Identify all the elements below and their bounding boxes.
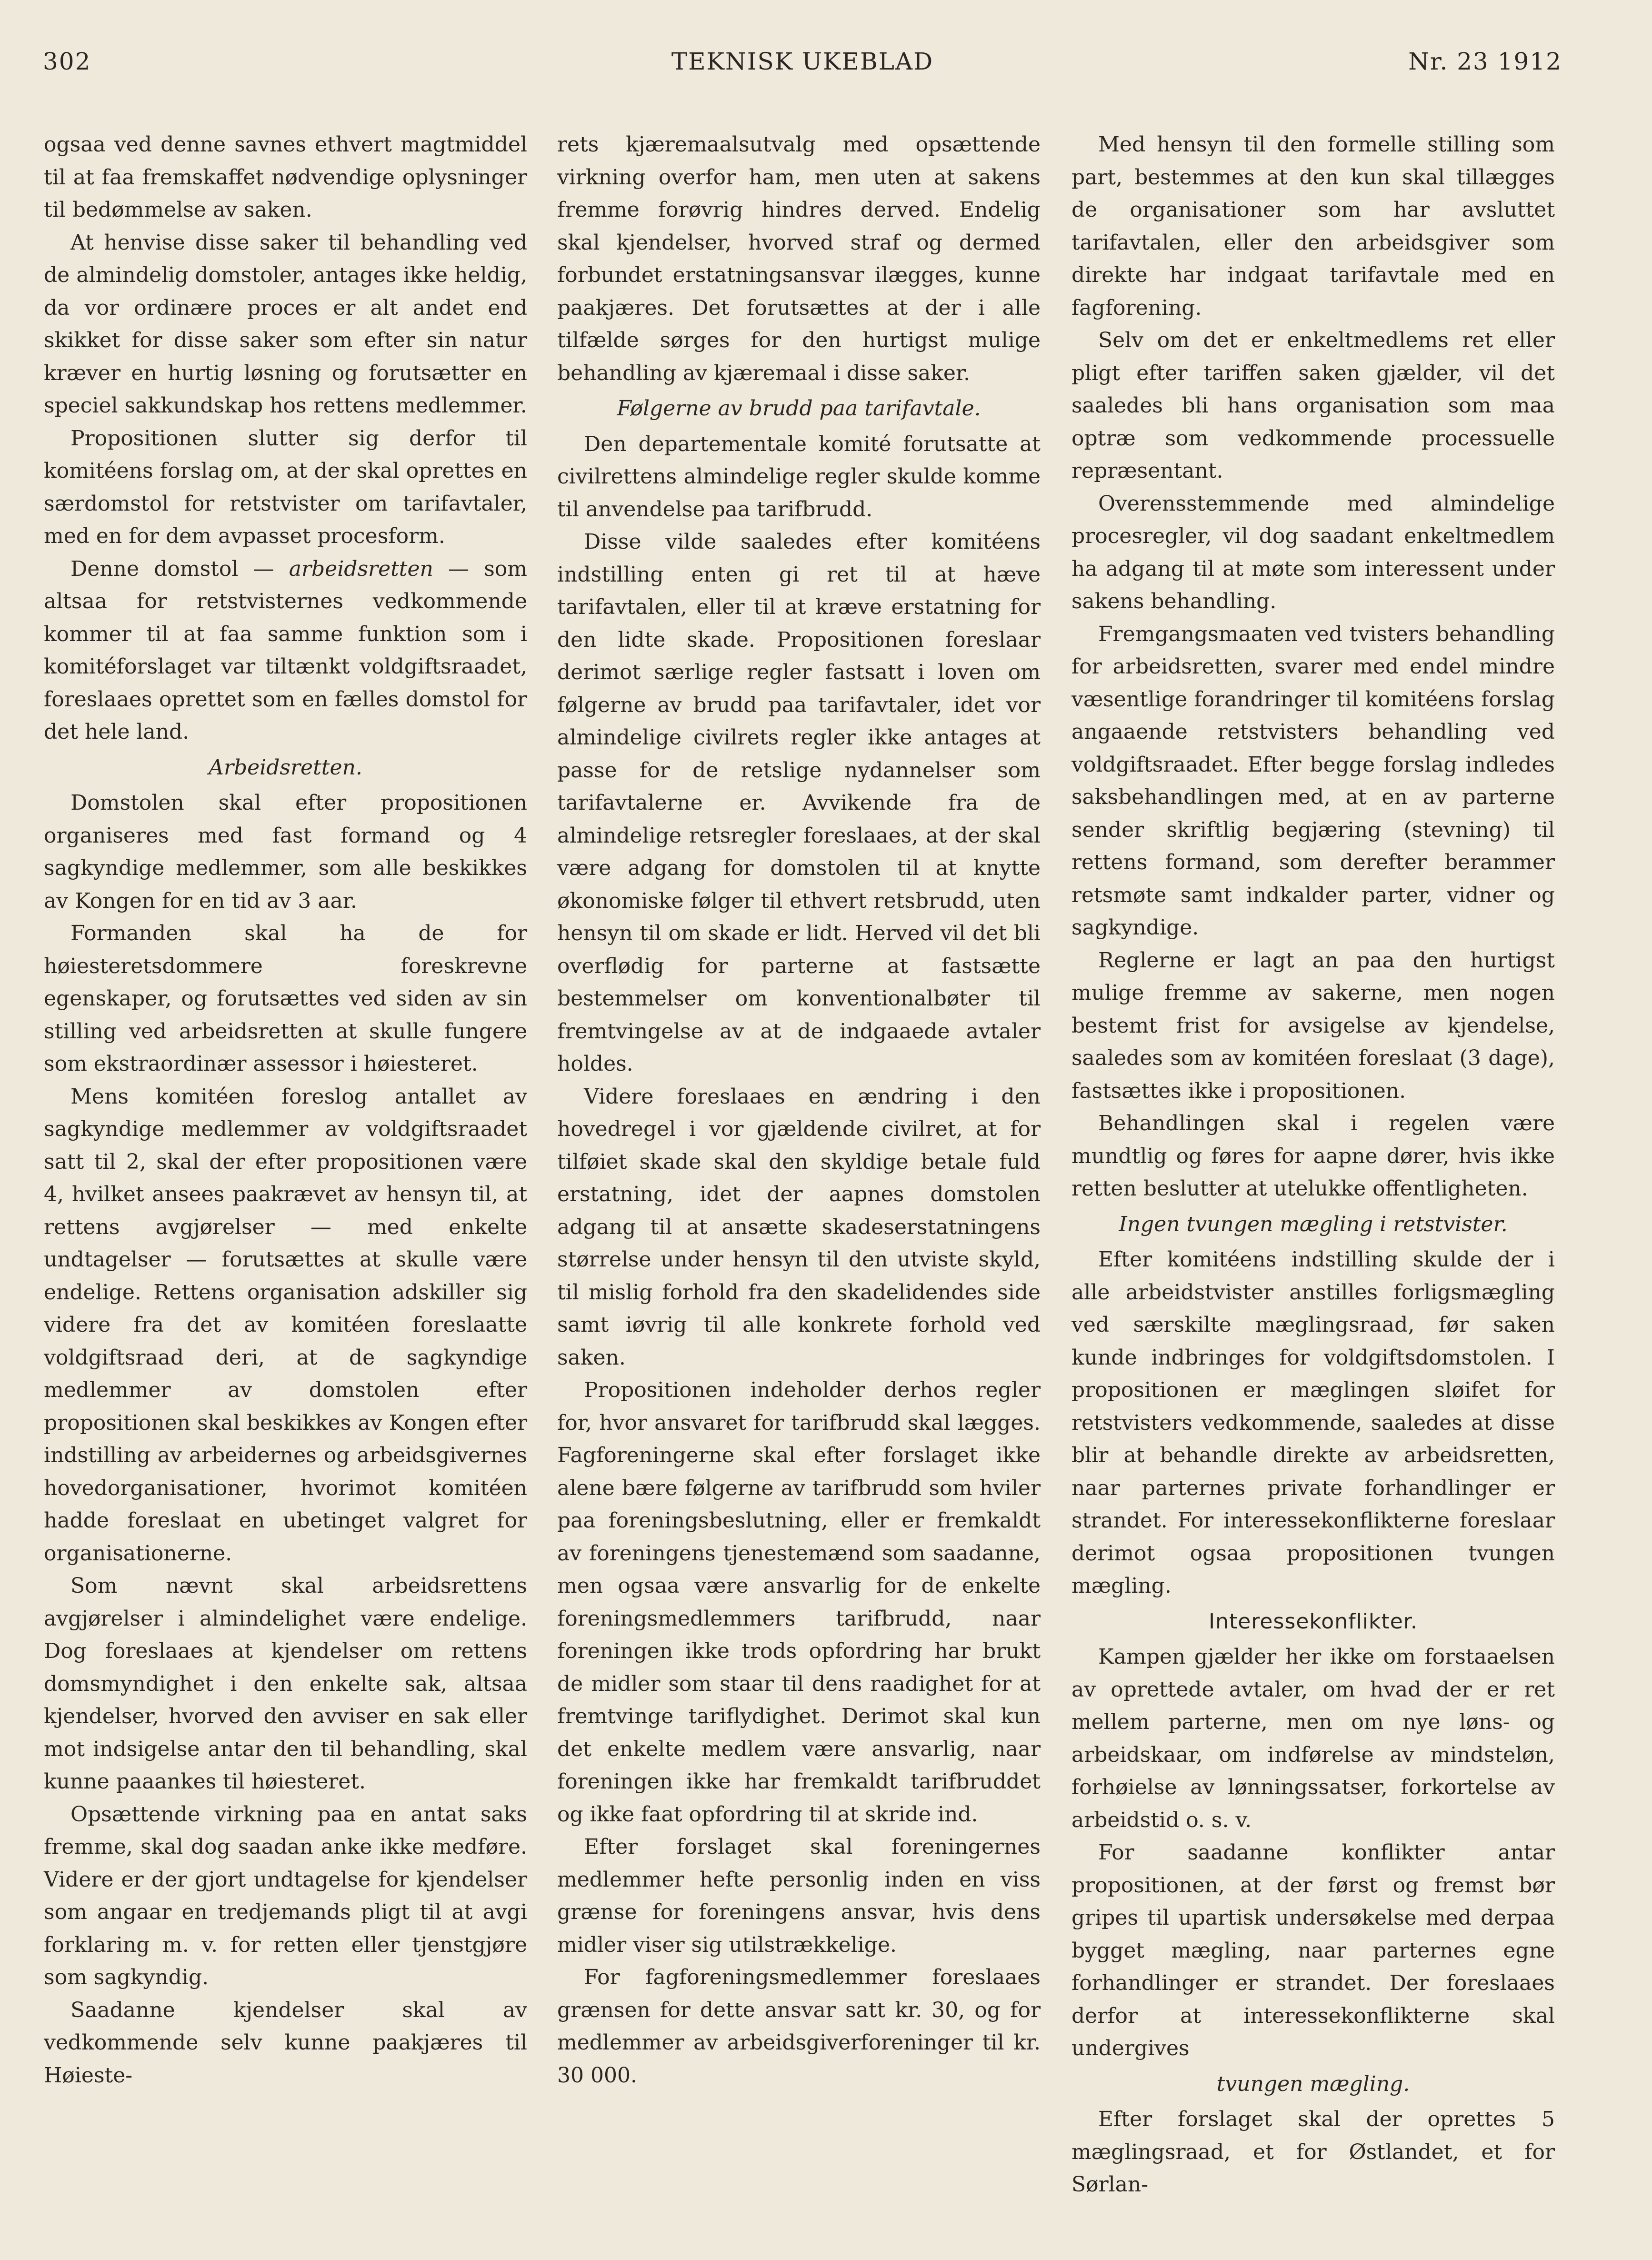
page-header [43,48,1562,110]
paragraph: ogsaa ved denne savnes ethvert magtmiddel til at faa fremskaffet nødvendige oplysninger til bedømmelse av saken. [44,132,527,222]
paragraph: Overensstemmende med almindelige procesregler, vil dog saadant enkeltmedlem ha adgang til at møte som interessent under sakens behandling. [1071,491,1555,613]
paragraph: Som nævnt skal arbeidsrettens avgjørelser i almindelighet være endelige. Dog foreslaaes at kjendelser om rettens domsmyndighet i den enkelte sak, altsaa kjendelser, hvorved den avviser en sak eller mot indsigelse antar den til behandling, skal kunne paaankes til høiesteret. [44,1574,527,1794]
paragraph: Opsættende virkning paa en antat saks fremme, skal dog saadan anke ikke medføre. Videre er der gjort undtagelse for kjendelser som angaar en tredjemands pligt til at avgi forklaring m. v. for retten eller tjenstgjøre som sagkyndig. [44,1802,527,1989]
paragraph: At henvise disse saker til behandling ved de almindelig domstoler, antages ikke heldig, da vor ordinære proces er alt andet end skikket for disse saker som efter sin natur kræver en hurtig løsning og forutsætter en speciel sakkundskap hos rettens medlemmer. [44,230,527,418]
paragraph: Videre foreslaaes en ændring i den hovedregel i vor gjældende civilret, at for tilføiet skade skal den skyldige betale fuld erstatning, idet der aapnes domstolen adgang til at ansætte skadeserstatningens størrelse under hensyn til den utviste skyld, til mislig forhold fra den skadelidendes side samt iøvrig til alle konkrete forhold ved saken. [557,1084,1041,1370]
paragraph: Saadanne kjendelser skal av vedkommende selv kunne paakjæres til Høieste- [44,1998,527,2088]
paragraph: rets kjæremaalsutvalg med opsættende virkning overfor ham, men uten at sakens fremme forøvrig hindres derved. Endelig skal kjendelser, hvorved straf og dermed forbundet erstatningsansvar ilægges, kunne paakjæres. Det forutsættes at der i alle tilfælde sørges for den hurtigst mulige behandling av kjæremaal i disse saker. [557,132,1041,385]
paragraph: Efter forslaget skal foreningernes medlemmer hefte personlig inden en viss grænse for foreningens ansvar, hvis dens midler viser sig utilstrækkelige. [557,1835,1041,1957]
paragraph: Med hensyn til den formelle stilling som part, bestemmes at den kun skal tillægges de organisationer som har avsluttet tarifavtalen, eller den arbeidsgiver som direkte har indgaat tarifavtale med en fagforening. [1071,132,1555,320]
paragraph: For fagforeningsmedlemmer foreslaaes grænsen for dette ansvar satt kr. 30, og for medlemmer av arbeidsgiverforeninger til kr. 30 000. [557,1965,1041,2088]
paragraph: Formanden skal ha de for høiesteretsdommere foreskrevne egenskaper, og forutsættes ved siden av sin stilling ved arbeidsretten at skulle fungere som ekstraordinær assessor i høiesteret. [44,921,527,1076]
paragraph: For saadanne konflikter antar propositionen, at der først og fremst bør gripes til upartisk undersøkelse med derpaa bygget mægling, naar parternes egne forhandlinger er strandet. Der foreslaaes derfor at interessekonflikterne skal undergives [1071,1840,1555,2060]
text-column-2 [557,129,1041,2092]
paragraph: Reglerne er lagt an paa den hurtigst mulige fremme av sakerne, men nogen bestemt frist for avsigelse av kjendelse, saaledes som av komitéen foreslaat (3 dage), fastsættes ikke i propositionen. [1071,948,1555,1103]
issue-label: Nr. 23 1912 [1408,48,1562,75]
text-column-1 [44,129,527,2092]
paragraph: Efter forslaget skal der oprettes 5 mæglingsraad, et for Østlandet, et for Sørlan- [1071,2107,1555,2197]
paragraph: Mens komitéen foreslog antallet av sagkyndige medlemmer av voldgiftsraadet satt til 2, skal der efter propositionen være 4, hvilket ansees paakrævet av hensyn til, at rettens avgjørelser — med enkelte undtagelser — forutsættes at skulle være endelige. Rettens organisation adskiller sig videre fra det av komitéen foreslaatte voldgiftsraad deri, at de sagkyndige medlemmer av domstolen efter propositionen skal beskikkes av Kongen efter indstilling av arbeidernes og arbeidsgivernes hovedorganisationer, hvorimot komitéen hadde foreslaat en ubetinget valgret for organisationerne. [44,1084,527,1566]
paragraph: Disse vilde saaledes efter komitéens indstilling enten gi ret til at hæve tarifavtalen, eller til at kræve erstatning for den lidte skade. Propositionen foreslaar derimot særlige regler fastsatt i loven om følgerne av brudd paa tarifavtaler, idet vor almindelige civilrets regler ikke antages at passe for de retslige nydannelser som tarifavtalerne er. Avvikende fra de almindelige retsregler foreslaaes, at der skal være adgang for domstolen til at knytte økonomiske følger til ethvert retsbrudd, uten hensyn til om skade er lidt. Herved vil det bli overflødig for parterne at fastsætte bestemmelser om konventionalbøter til fremtvingelse av at de indgaaede avtaler holdes. [557,530,1041,1076]
paragraph: Kampen gjælder her ikke om forstaaelsen av oprettede avtaler, om hvad der er ret mellem parterne, men om nye løns- og arbeidskaar, om indførelse av mindsteløn, forhøielse av lønningssatser, forkortelse av arbeidstid o. s. v. [1071,1645,1555,1832]
text-run: Denne domstol — [70,556,289,581]
section-heading: Interessekonflikter. [1209,1609,1418,1634]
paragraph: Propositionen indeholder derhos regler for, hvor ansvaret for tarifbrudd skal lægges. Fagforeningerne skal efter forslaget ikke alene bære følgerne av tarifbrudd som hviler paa foreningsbeslutning, eller er fremkaldt av foreningens tjenestemænd som saadanne, men ogsaa være ansvarlig for de enkelte foreningsmedlemmers tarifbrudd, naar foreningen ikke trods opfordring har brukt de midler som staar til dens raadighet for at fremtvinge tariflydighet. Derimot skal kun det enkelte medlem være ansvarlig, naar foreningen ikke har fremkaldt tarifbruddet og ikke faat opfordring til at skride ind. [557,1378,1041,1827]
paragraph: Propositionen slutter sig derfor til komitéens forslag om, at der skal oprettes en særdomstol for retstvister om tarifavtaler, med en for dem avpasset procesform. [44,426,527,548]
paragraph: Selv om det er enkeltmedlems ret eller pligt efter tariffen saken gjælder, vil det saaledes bli hans organisation som maa optræ som vedkommende processuelle repræsentant. [1071,328,1555,483]
emphasis-text: arbeidsretten [289,556,433,581]
paragraph: Efter komitéens indstilling skulde der i alle arbeidstvister anstilles forligsmægling ved særskilte mæglingsraad, før saken kunde indbringes for voldgiftsdomstolen. I propositionen er mæglingen sløifet for retstvisters vedkommende, saaledes at disse blir at behandle direkte av arbeidsretten, naar parternes private forhandlinger er strandet. For interessekonflikterne foreslaar derimot ogsaa propositionen tvungen mægling. [1071,1247,1555,1598]
paragraph: Fremgangsmaaten ved tvisters behandling for arbeidsretten, svarer med endel mindre væsentlige forandringer til komitéens forslag angaaende retstvisters behandling ved voldgiftsraadet. Efter begge forslag indledes saksbehandlingen med, at en av parterne sender skriftlig begjæring (stevning) til rettens formand, som derefter berammer retsmøte samt indkalder parter, vidner og sagkyndige. [1071,622,1555,940]
section-heading: tvungen mægling. [1216,2071,1410,2096]
page-number: 302 [43,48,91,75]
paragraph: Behandlingen skal i regelen være mundtlig og føres for aapne dører, hvis ikke retten beslutter at utelukke offentligheten. [1071,1111,1555,1201]
text-run: — som altsaa for retstvisternes vedkommende kommer til at faa samme funktion som i komitéforslaget var tiltænkt voldgiftsraadet, foreslaaes oprettet som en fælles domstol for det hele land. [44,556,527,744]
section-heading: Arbeidsretten. [209,755,362,780]
paragraph [44,553,527,749]
section-heading: Følgerne av brudd paa tarifavtale. [617,396,981,421]
journal-title: TEKNISK UKEBLAD [671,48,934,75]
paragraph: Den departementale komité forutsatte at civilrettens almindelige regler skulde komme til anvendelse paa tarifbrudd. [557,432,1041,522]
section-heading: Ingen tvungen mægling i retstvister. [1119,1212,1508,1236]
text-column-3 [1071,129,1555,2201]
paragraph: Domstolen skal efter propositionen organiseres med fast formand og 4 sagkyndige medlemmer, som alle beskikkes av Kongen for en tid av 3 aar. [44,791,527,913]
